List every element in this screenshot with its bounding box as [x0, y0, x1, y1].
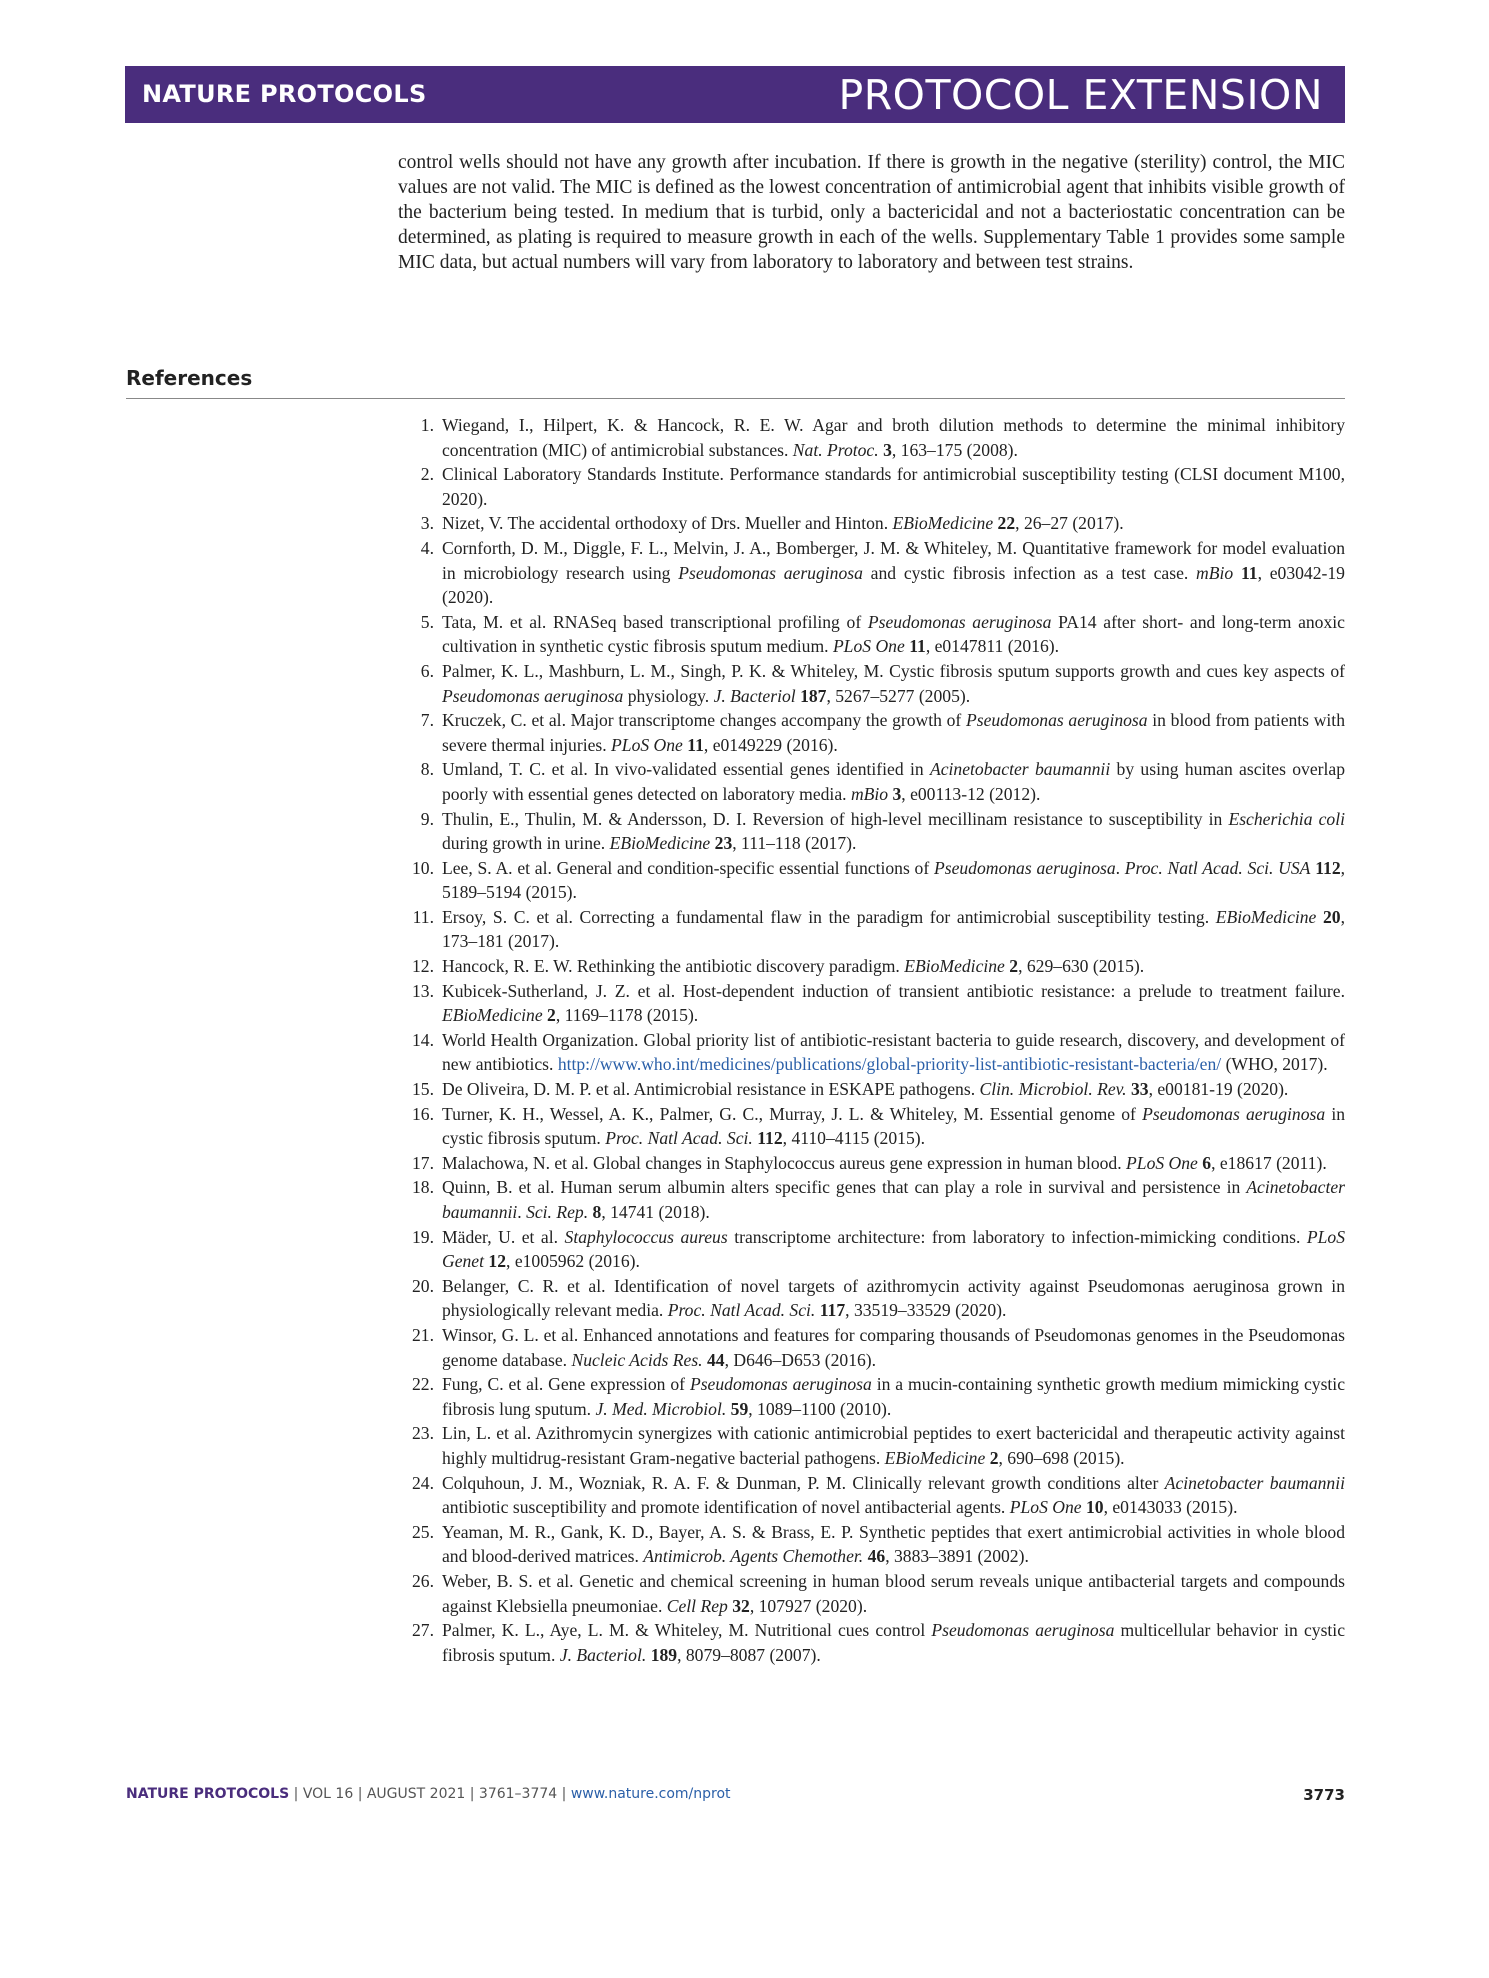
reference-number: 12. — [412, 956, 434, 977]
reference-number: 26. — [412, 1570, 434, 1591]
reference-number: 23. — [412, 1423, 434, 1444]
reference-text: Kruczek, C. et al. Major transcriptome changes accompany the growth of Pseudomonas aeruginosa in blood from patients with severe thermal injuries. PLoS One 11, e0149229 (2016). — [442, 710, 1345, 755]
reference-text: Turner, K. H., Wessel, A. K., Palmer, G. C., Murray, J. L. & Whiteley, M. Essential genome of Pseudomonas aeruginosa in cystic fibrosis sputum. Proc. Natl Acad. Sci. 112, 4110–4115 (2015). — [442, 1103, 1345, 1149]
reference-number: 10. — [412, 857, 434, 878]
reference-number: 20. — [412, 1275, 434, 1296]
reference-item — [398, 807, 1345, 856]
references-divider — [126, 398, 1345, 399]
references-heading: References — [126, 366, 253, 390]
reference-number: 24. — [412, 1472, 434, 1493]
reference-item — [398, 905, 1345, 954]
reference-number: 15. — [412, 1079, 434, 1100]
reference-number: 11. — [412, 906, 434, 927]
reference-item — [398, 708, 1345, 757]
reference-text: Thulin, E., Thulin, M. & Andersson, D. I. Reversion of high-level mecillinam resistance to susceptibility in Escherichia coli during growth in urine. EBioMedicine 23, 111–118 (2017). — [442, 808, 1345, 854]
reference-text: Wiegand, I., Hilpert, K. & Hancock, R. E. W. Agar and broth dilution methods to determine the minimal inhibitory concentration (MIC) of antimicrobial substances. Nat. Protoc. 3, 163–175 (2008). — [442, 415, 1345, 460]
reference-number: 18. — [412, 1177, 434, 1198]
reference-item — [398, 413, 1345, 462]
reference-text: Kubicek-Sutherland, J. Z. et al. Host-dependent induction of transient antibiotic resistance: a prelude to treatment failure. EBioMedicine 2, 1169–1178 (2015). — [442, 980, 1345, 1026]
reference-number: 21. — [412, 1324, 434, 1345]
reference-text: Clinical Laboratory Standards Institute. Performance standards for antimicrobial susceptibility testing (CLSI document M100, 2020). — [442, 464, 1345, 509]
reference-number: 1. — [420, 415, 434, 435]
reference-text: Lin, L. et al. Azithromycin synergizes with cationic antimicrobial peptides to exert bactericidal and therapeutic activity against highly multidrug-resistant Gram-negative bacterial pathogens. EBioMedicine 2, 690–698 (2015). — [442, 1423, 1345, 1468]
footer-volume: VOL 16 — [302, 1786, 354, 1802]
reference-text: Mäder, U. et al. Staphylococcus aureus transcriptome architecture: from laboratory to infection-mimicking conditions. PLoS Genet 12, e1005962 (2016). — [442, 1226, 1345, 1272]
reference-item — [398, 1225, 1345, 1274]
reference-text: Hancock, R. E. W. Rethinking the antibiotic discovery paradigm. EBioMedicine 2, 629–630 (2015). — [442, 956, 1145, 977]
footer-separator: | — [561, 1786, 571, 1802]
reference-item — [398, 1175, 1345, 1224]
reference-number: 5. — [420, 611, 434, 632]
reference-number: 16. — [412, 1103, 434, 1124]
reference-text: Cornforth, D. M., Diggle, F. L., Melvin, J. A., Bomberger, J. M. & Whiteley, M. Quantitative framework for model evaluation in microbiology research using Pseudomonas aeruginosa and cystic fibrosis infection as a test case. mBio 11, e03042-19 (2020). — [442, 537, 1345, 608]
reference-number: 6. — [420, 660, 434, 681]
reference-item — [398, 954, 1345, 979]
footer-journal: NATURE PROTOCOLS — [126, 1786, 290, 1802]
reference-item — [398, 1569, 1345, 1618]
reference-text: Malachowa, N. et al. Global changes in Staphylococcus aureus gene expression in human blood. PLoS One 6, e18617 (2011). — [442, 1152, 1327, 1173]
journal-header-bar — [125, 66, 1345, 123]
reference-item — [398, 610, 1345, 659]
reference-item — [398, 979, 1345, 1028]
reference-item — [398, 757, 1345, 806]
reference-text: Belanger, C. R. et al. Identification of novel targets of azithromycin activity against Pseudomonas aeruginosa grown in physiologically relevant media. Proc. Natl Acad. Sci. 117, 33519–33529 (2020). — [442, 1275, 1345, 1321]
reference-text: Umland, T. C. et al. In vivo-validated essential genes identified in Acinetobacter baumannii by using human ascites overlap poorly with essential genes detected on laboratory media. mBio 3, e00113-12 (2012). — [442, 759, 1346, 804]
reference-item — [398, 1102, 1345, 1151]
reference-text: Tata, M. et al. RNASeq based transcriptional profiling of Pseudomonas aeruginosa PA14 after short- and long-term anoxic cultivation in synthetic cystic fibrosis sputum medium. PLoS One 11, e0147811 (2016). — [442, 611, 1345, 657]
reference-text: Palmer, K. L., Mashburn, L. M., Singh, P. K. & Whiteley, M. Cystic fibrosis sputum supports growth and cues key aspects of Pseudomonas aeruginosa physiology. J. Bacteriol 187, 5267–5277 (2005). — [442, 660, 1345, 706]
footer-date: AUGUST 2021 — [366, 1786, 466, 1802]
footer-separator: | — [469, 1786, 479, 1802]
reference-item — [398, 462, 1345, 511]
reference-item — [398, 511, 1345, 536]
reference-number: 22. — [412, 1374, 434, 1395]
reference-number: 2. — [420, 464, 434, 485]
reference-item — [398, 1520, 1345, 1569]
reference-text: Yeaman, M. R., Gank, K. D., Bayer, A. S. & Brass, E. P. Synthetic peptides that exert antimicrobial activities in whole blood and blood-derived matrices. Antimicrob. Agents Chemother. 46, 3883–3891 (2002). — [442, 1521, 1345, 1567]
reference-item — [398, 659, 1345, 708]
footer-pages: 3761–3774 — [478, 1786, 558, 1802]
reference-number: 25. — [412, 1521, 434, 1542]
footer-separator: | — [357, 1786, 367, 1802]
page-number: 3773 — [1303, 1786, 1345, 1804]
journal-name: NATURE PROTOCOLS — [142, 80, 427, 108]
reference-item — [398, 1372, 1345, 1421]
reference-text: Ersoy, S. C. et al. Correcting a fundamental flaw in the paradigm for antimicrobial susceptibility testing. EBioMedicine 20, 173–181 (2017). — [442, 906, 1345, 952]
footer-url-link[interactable]: www.nature.com/nprot — [570, 1786, 731, 1802]
reference-text: Quinn, B. et al. Human serum albumin alters specific genes that can play a role in survival and persistence in Acinetobacter baumannii. Sci. Rep. 8, 14741 (2018). — [442, 1177, 1345, 1222]
reference-number: 27. — [412, 1620, 434, 1641]
intro-paragraph: control wells should not have any growth after incubation. If there is growth in the negative (sterility) control, the MIC values are not valid. The MIC is defined as the lowest concentration of antimicrobial agent that inhibits visible growth of the bacterium being tested. In medium that is turbid, only a bactericidal and not a bacteriostatic concentration can be determined, as plating is required to measure growth in each of the wells. Supplementary Table 1 provides some sample MIC data, but actual numbers will vary from laboratory to laboratory and between test strains. — [398, 152, 1345, 273]
reference-text: Winsor, G. L. et al. Enhanced annotations and features for comparing thousands of Pseudomonas genomes in the Pseudomonas genome database. Nucleic Acids Res. 44, D646–D653 (2016). — [442, 1324, 1345, 1370]
reference-item — [398, 1618, 1345, 1667]
reference-text: World Health Organization. Global priority list of antibiotic-resistant bacteria to guide research, discovery, and development of new antibiotics. http://www.who.int/medicines/publications/global-priority-list-antibiotic-resistant-bacteria/en/ (WHO, 2017). — [442, 1029, 1345, 1075]
footer-separator: | — [293, 1786, 303, 1802]
reference-item — [398, 1028, 1345, 1077]
reference-text: Weber, B. S. et al. Genetic and chemical screening in human blood serum reveals unique antibacterial targets and compounds against Klebsiella pneumoniae. Cell Rep 32, 107927 (2020). — [442, 1570, 1345, 1616]
reference-number: 3. — [420, 513, 434, 534]
reference-text: Colquhoun, J. M., Wozniak, R. A. F. & Dunman, P. M. Clinically relevant growth conditions alter Acinetobacter baumannii antibiotic susceptibility and promote identification of novel antibacterial agents. PLoS One 10, e0143033 (2015). — [442, 1472, 1346, 1518]
reference-item — [398, 1471, 1345, 1520]
reference-number: 9. — [420, 808, 434, 829]
reference-number: 7. — [420, 710, 434, 731]
reference-text: Nizet, V. The accidental orthodoxy of Drs. Mueller and Hinton. EBioMedicine 22, 26–27 (2017). — [442, 513, 1124, 534]
reference-list — [398, 413, 1345, 1667]
reference-number: 17. — [412, 1152, 434, 1173]
reference-number: 8. — [420, 759, 434, 780]
reference-number: 4. — [420, 537, 434, 558]
reference-number: 14. — [412, 1029, 434, 1050]
reference-item — [398, 856, 1345, 905]
reference-text: Fung, C. et al. Gene expression of Pseudomonas aeruginosa in a mucin-containing synthetic growth medium mimicking cystic fibrosis lung sputum. J. Med. Microbiol. 59, 1089–1100 (2010). — [442, 1374, 1346, 1419]
reference-number: 13. — [412, 980, 434, 1001]
reference-item — [398, 1151, 1345, 1176]
reference-text: De Oliveira, D. M. P. et al. Antimicrobial resistance in ESKAPE pathogens. Clin. Microbiol. Rev. 33, e00181-19 (2020). — [442, 1079, 1289, 1100]
page-footer — [126, 1786, 1345, 1802]
reference-number: 19. — [412, 1226, 434, 1247]
reference-text: Palmer, K. L., Aye, L. M. & Whiteley, M. Nutritional cues control Pseudomonas aeruginosa multicellular behavior in cystic fibrosis sputum. J. Bacteriol. 189, 8079–8087 (2007). — [442, 1620, 1346, 1665]
reference-link[interactable]: http://www.who.int/medicines/publications/global-priority-list-antibiotic-resistant-bacteria/en/ — [557, 1054, 1222, 1075]
reference-item — [398, 1274, 1345, 1323]
reference-item — [398, 1323, 1345, 1372]
reference-item — [398, 1077, 1345, 1102]
reference-item — [398, 1421, 1345, 1470]
reference-item — [398, 536, 1345, 610]
section-label: PROTOCOL EXTENSION — [838, 71, 1323, 119]
reference-text: Lee, S. A. et al. General and condition-specific essential functions of Pseudomonas aeruginosa. Proc. Natl Acad. Sci. USA 112, 5189–5194 (2015). — [442, 857, 1346, 903]
